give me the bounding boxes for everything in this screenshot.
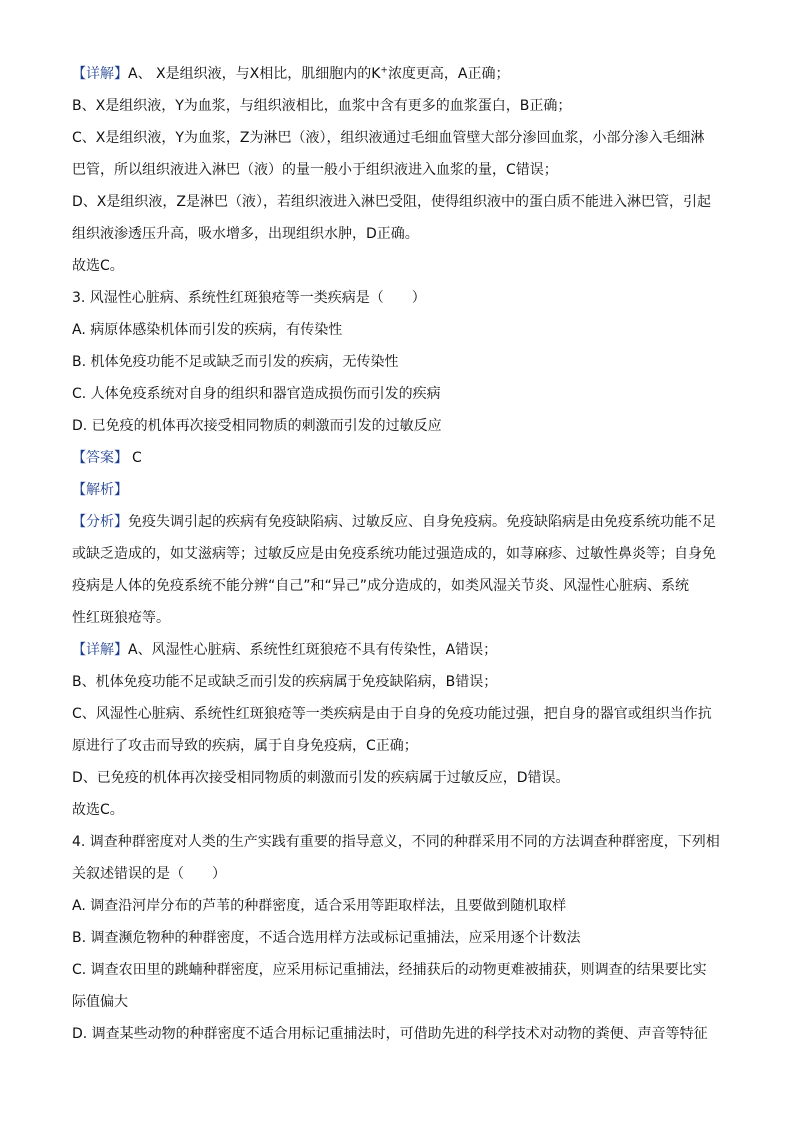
prev-detail-line-a: 【详解】A、 X是组织液，与X相比，肌细胞内的K+浓度更高，A正确； xyxy=(72,65,510,82)
q4-stem-2: 关叙述错误的是（ ） xyxy=(72,866,226,882)
analysis-tag: 【解析】 xyxy=(72,482,128,498)
q4-option-c-2: 际值偏大 xyxy=(72,994,128,1010)
fenxi-tag: 【分析】 xyxy=(72,514,128,530)
document-page xyxy=(72,58,722,1050)
q3-fenxi-line-2: 或缺乏造成的，如艾滋病等；过敏反应是由免疫系统功能过强造成的，如荨麻疹、过敏性鼻炎等；自身免 xyxy=(72,546,716,562)
q3-detail-line-c2: 原进行了攻击而导致的疾病，属于自身免疫病，C正确； xyxy=(72,738,418,754)
q4-option-a: A. 调查沿河岸分布的芦苇的种群密度，适合采用等距取样法，且要做到随机取样 xyxy=(72,898,567,914)
q3-answer xyxy=(72,442,722,474)
q3-detail-line-a: 【详解】A、风湿性心脏病、系统性红斑狼疮不具有传染性，A错误； xyxy=(72,642,498,658)
answer-value: C xyxy=(132,450,142,466)
q3-option-b: B. 机体免疫功能不足或缺乏而引发的疾病，无传染性 xyxy=(72,354,399,370)
answer-tag: 【答案】 xyxy=(72,450,128,466)
q4-stem-1: 4. 调查种群密度对人类的生产实践有重要的指导意义，不同的种群采用不同的方法调查种群密度，下列相 xyxy=(72,834,720,850)
q3-detail-line-d: D、已免疫的机体再次接受相同物质的刺激而引发的疾病属于过敏反应，D错误。 xyxy=(72,770,570,786)
prev-choose: 故选C。 xyxy=(72,258,124,274)
q3-choose: 故选C。 xyxy=(72,802,124,818)
q4-option-d-1: D. 调查某些动物的种群密度不适合用标记重捕法时，可借助先进的科学技术对动物的粪便、声音等特征 xyxy=(72,1026,708,1042)
detail-tag: 【详解】 xyxy=(72,66,128,82)
q3-stem: 3. 风湿性心脏病、系统性红斑狼疮等一类疾病是（ ） xyxy=(72,290,426,306)
q3-detail-line-b: B、机体免疫功能不足或缺乏而引发的疾病属于免疫缺陷病，B错误； xyxy=(72,674,498,690)
q3-option-c: C. 人体免疫系统对自身的组织和器官造成损伤而引发的疾病 xyxy=(72,386,441,402)
q3-fenxi-line-1: 【分析】免疫失调引起的疾病有免疫缺陷病、过敏反应、自身免疫病。免疫缺陷病是由免疫系统功能不足 xyxy=(72,514,716,530)
prev-detail-line-c2: 巴管，所以组织液进入淋巴（液）的量一般小于组织液进入血浆的量，C错误； xyxy=(72,162,558,178)
q3-option-d: D. 已免疫的机体再次接受相同物质的刺激而引发的过敏反应 xyxy=(72,418,442,434)
q3-fenxi-line-4: 性红斑狼疮等。 xyxy=(72,610,170,626)
q3-detail-line-c1: C、风湿性心脏病、系统性红斑狼疮等一类疾病是由于自身的免疫功能过强，把自身的器官或组织当作抗 xyxy=(72,706,712,722)
q3-analysis-heading xyxy=(72,474,722,506)
q4-option-b: B. 调查濒危物种的种群密度，不适合选用样方法或标记重捕法，应采用逐个计数法 xyxy=(72,930,581,946)
q4-option-c-1: C. 调查农田里的跳蝻种群密度，应采用标记重捕法，经捕获后的动物更难被捕获，则调查的结果要比实 xyxy=(72,962,707,978)
q3-fenxi-line-3: 疫病是人体的免疫系统不能分辨“自己”和“异己”成分造成的，如类风湿关节炎、风湿性心脏病、系统 xyxy=(72,578,690,594)
q3-option-a: A. 病原体感染机体而引发的疾病，有传染性 xyxy=(72,322,343,338)
prev-detail-line-d2: 组织液渗透压升高，吸水增多，出现组织水肿，D正确。 xyxy=(72,226,419,242)
prev-detail-line-d1: D、X是组织液，Z是淋巴（液），若组织液进入淋巴受阻，使得组织液中的蛋白质不能进入淋巴管，引起 xyxy=(72,194,711,210)
detail-tag: 【详解】 xyxy=(72,642,128,658)
prev-detail-line-c1: C、X是组织液，Y为血浆，Z为淋巴（液），组织液通过毛细血管壁大部分渗回血浆，小部分渗入毛细淋 xyxy=(72,130,705,146)
prev-detail-line-b: B、X是组织液，Y为血浆，与组织液相比，血浆中含有更多的血浆蛋白，B正确； xyxy=(72,98,572,114)
